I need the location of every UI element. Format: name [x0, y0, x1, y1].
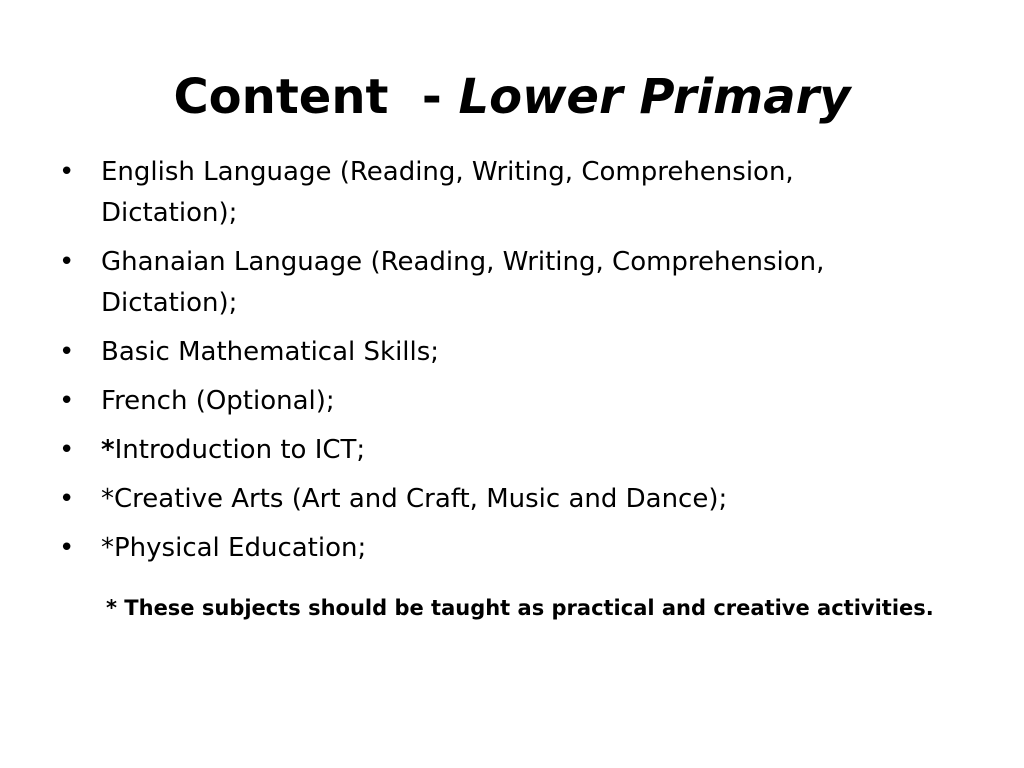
bullet-icon: •	[59, 435, 75, 465]
list-item	[56, 242, 936, 324]
bullet-icon: •	[59, 484, 75, 514]
list-item	[56, 152, 936, 234]
slide-title	[0, 62, 1024, 132]
item-prefix: *	[101, 435, 115, 465]
footnote: * These subjects should be taught as practical and creative activities.	[106, 596, 934, 620]
list-item	[56, 479, 936, 520]
item-text: English Language (Reading, Writing, Comprehension, Dictation);	[101, 157, 794, 228]
list-item	[56, 430, 936, 471]
bullet-icon: •	[59, 533, 75, 563]
bullet-icon: •	[59, 386, 75, 416]
subject-list	[56, 152, 936, 577]
item-text: Basic Mathematical Skills;	[101, 337, 440, 367]
bullet-icon: •	[59, 337, 75, 367]
bullet-icon: •	[59, 157, 75, 187]
list-item	[56, 528, 936, 569]
title-separator: -	[421, 69, 442, 125]
item-text: *Creative Arts (Art and Craft, Music and Dance);	[101, 484, 728, 514]
item-text: Introduction to ICT;	[114, 435, 366, 465]
item-text: *Physical Education;	[101, 533, 367, 563]
list-item	[56, 381, 936, 422]
list-item	[56, 332, 936, 373]
item-text: Ghanaian Language (Reading, Writing, Comprehension, Dictation);	[101, 247, 825, 318]
bullet-icon: •	[59, 247, 75, 277]
title-subtitle: Lower Primary	[458, 69, 851, 125]
item-text: French (Optional);	[101, 386, 335, 416]
title-main: Content	[173, 69, 389, 125]
